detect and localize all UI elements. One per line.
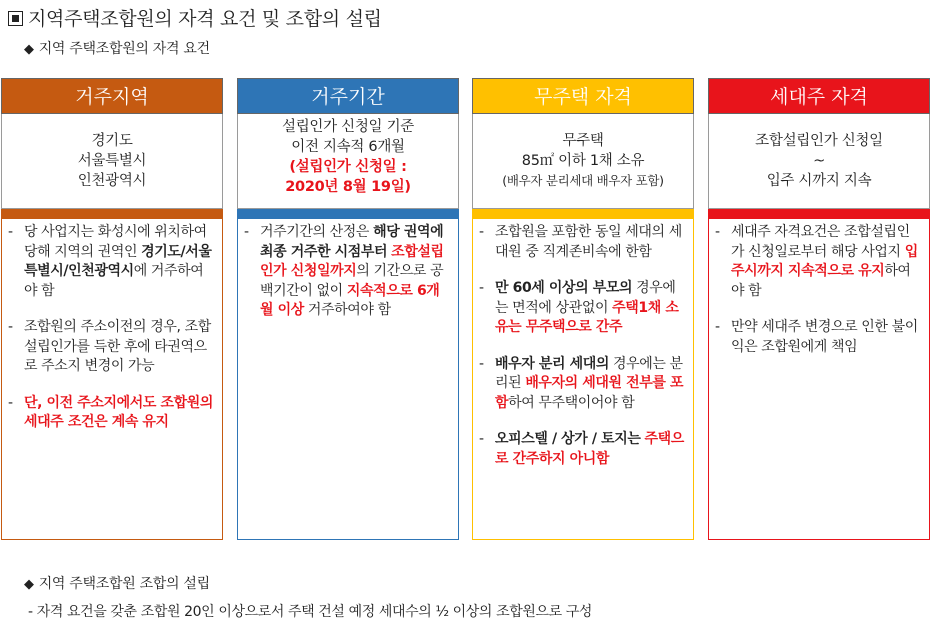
text-segment: 만 60세 이상의 부모의 xyxy=(495,280,633,296)
text-segment: 거주하여야 함 xyxy=(303,302,391,318)
text-segment: 조합설립인가 신청일까지 xyxy=(260,243,444,279)
text-segment: 지속적으로 6개월 이상 xyxy=(260,282,440,318)
column-body xyxy=(1,219,223,540)
text-segment: 배우자의 세대원 전부를 포함 xyxy=(495,375,684,411)
subheading: ◆ 지역 주택조합원의 자격 요건 xyxy=(24,41,210,57)
text-segment: 의 기간으로 공백기간이 없이 xyxy=(260,263,444,299)
dash-bullet: - xyxy=(8,394,13,411)
bullet-item xyxy=(8,394,214,433)
column-body xyxy=(472,219,694,540)
bullet-text xyxy=(731,318,921,357)
color-bar xyxy=(708,209,930,219)
text-segment: 경기도/서울특별시/인천광역시 xyxy=(24,243,212,279)
text-segment: 배우자 분리 세대의 xyxy=(495,355,609,372)
bullet-item xyxy=(715,223,921,301)
dash-bullet: - xyxy=(479,224,484,240)
text-segment: 하여야 함 xyxy=(731,263,911,299)
dash-bullet: - xyxy=(715,224,720,240)
column-body xyxy=(708,219,930,540)
bullet-text xyxy=(495,355,685,414)
bullet-text xyxy=(24,223,214,301)
footer-heading: ◆ 지역 주택조합원 조합의 설립 xyxy=(24,576,210,592)
text-segment: 당 사업지는 화성시에 위치하여 당해 지역의 권역인 xyxy=(24,224,207,260)
text-segment: 단, 이전 주소지에서도 조합원의 세대주 조건은 계속 유지 xyxy=(24,394,213,430)
column-homeless-qualification xyxy=(472,78,694,540)
dash-bullet: - xyxy=(715,319,720,335)
column-header: 무주택 자격 xyxy=(472,78,694,114)
text-segment: 만약 세대주 변경으로 인한 불이익은 조합원에게 책임 xyxy=(731,319,918,355)
text-segment: 주택1채 소유는 무주택으로 간주 xyxy=(495,299,679,335)
color-bar xyxy=(1,209,223,219)
dash-bullet: - xyxy=(8,319,13,335)
column-header: 세대주 자격 xyxy=(708,78,930,114)
column-header: 거주기간 xyxy=(237,78,459,114)
column-summary: 경기도 서울특별시 인천광역시 xyxy=(1,114,223,209)
bullet-text xyxy=(24,318,214,377)
text-segment: 조합원을 포함한 동일 세대의 세대원 중 직계존비속에 한함 xyxy=(495,224,682,260)
color-bar xyxy=(472,209,694,219)
bullet-item xyxy=(8,318,214,377)
bullet-item xyxy=(244,223,450,321)
text-segment: 경우에는 분리된 xyxy=(495,355,683,391)
text-segment: 해당 권역에 최종 거주한 시점부터 xyxy=(260,224,444,260)
bullet-text xyxy=(495,430,685,469)
bullet-item xyxy=(479,430,685,469)
dash-bullet: - xyxy=(244,224,249,240)
dash-bullet: - xyxy=(479,431,484,447)
column-residence-period xyxy=(237,78,459,540)
text-segment: 오피스텔 / 상가 / 토지는 xyxy=(495,431,641,447)
text-segment: 조합원의 주소이전의 경우, 조합설립인가를 득한 후에 타권역으로 주소지 변경이 가능 xyxy=(24,319,211,374)
text-segment: 입주시까지 지속적으로 유지 xyxy=(731,243,918,279)
bullet-item xyxy=(479,279,685,338)
bullet-text xyxy=(495,223,685,262)
column-summary: 조합설립인가 신청일 ~ 입주 시까지 지속 xyxy=(708,114,930,209)
text-segment: 거주기간의 산정은 xyxy=(260,224,374,240)
text-segment: 에 거주하여야 함 xyxy=(24,263,204,299)
bullet-text xyxy=(24,394,214,433)
page-title: 지역주택조합원의 자격 요건 및 조합의 설립 xyxy=(8,4,382,31)
column-header: 거주지역 xyxy=(1,78,223,114)
bullet-text xyxy=(260,223,450,321)
text-segment: 세대주 자격요건은 조합설립인가 신청일로부터 해당 사업지 xyxy=(731,224,910,260)
bullet-text xyxy=(495,279,685,338)
column-summary: 설립인가 신청일 기준 이전 지속적 6개월 (설립인가 신청일 : 2020년 8월 19일) xyxy=(237,114,459,209)
diamond-bullet-icon: ◆ xyxy=(24,42,34,57)
color-bar xyxy=(237,209,459,219)
column-body xyxy=(237,219,459,540)
bullet-text xyxy=(731,223,921,301)
dash-bullet: - xyxy=(8,224,13,240)
column-residence-area xyxy=(1,78,223,540)
dash-bullet: - xyxy=(479,355,484,372)
column-householder-qualification xyxy=(708,78,930,540)
footer-text: - 자격 요건을 갖춘 조합원 20인 이상으로서 주택 건설 예정 세대수의 ½ 이상의 조합원으로 구성 xyxy=(28,604,593,620)
square-bullet-icon xyxy=(8,11,23,26)
dash-bullet: - xyxy=(479,280,484,296)
text-segment: 주택으로 간주하지 아니함 xyxy=(495,431,684,467)
bullet-item xyxy=(715,318,921,357)
column-summary: 무주택 85㎡ 이하 1채 소유 (배우자 분리세대 배우자 포함) xyxy=(472,114,694,209)
text-segment: 경우에는 면적에 상관없이 xyxy=(495,280,676,316)
diamond-bullet-icon: ◆ xyxy=(24,577,34,592)
text-segment: 하여 무주택이어야 함 xyxy=(508,394,635,411)
bullet-item xyxy=(8,223,214,301)
bullet-item xyxy=(479,355,685,414)
bullet-item xyxy=(479,223,685,262)
